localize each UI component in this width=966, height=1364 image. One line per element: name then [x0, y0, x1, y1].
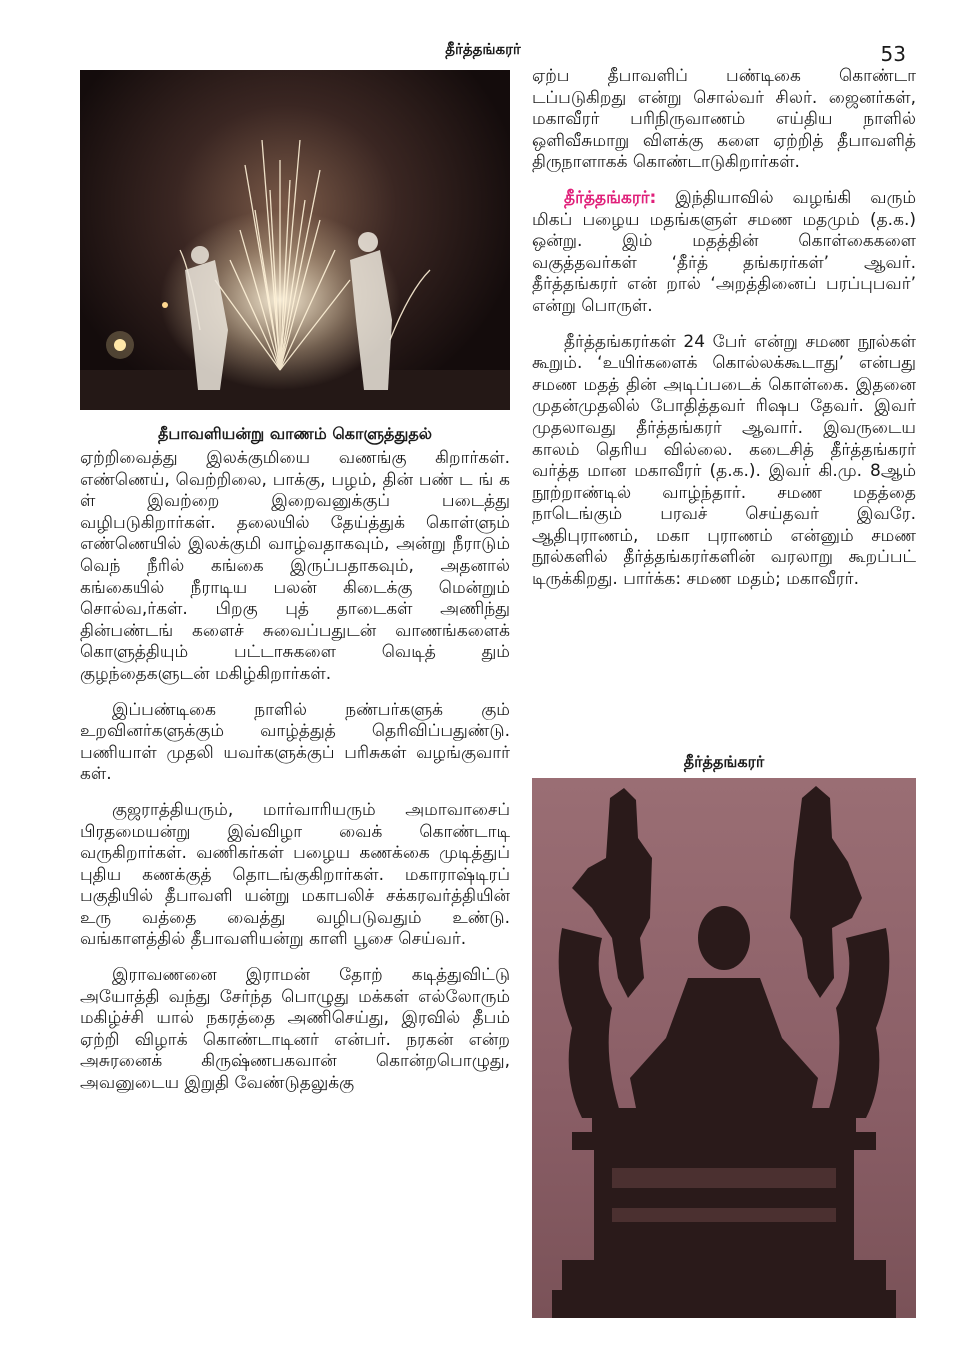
statue-caption: தீர்த்தங்கரர் [683, 752, 765, 771]
section-body: இந்தியாவில் வழங்கி வரும் மிகப் பழைய மதங்களுள் சமண மதமும் (த.க.) ஒன்று. இம் மதத்தின் கொள்கைகளை வகுத்தவர்கள் ‘தீர்த் தங்கரர்கள்’ ஆவர். தீர்த்தங்கரர் என் றால் ‘அறத்தினைப் பரப்புபவர்’ என்று பொருள். [532, 187, 916, 316]
right-text-column [532, 66, 916, 605]
right-paragraph: தீர்த்தங்கரர்கள் 24 பேர் என்று சமண நூல்கள் கூறும். ‘உயிர்களைக் கொல்லக்கூடாது’ என்பது சமண மதத் தின் அடிப்படைக் கொள்கை. இதனை முதன்முதலில் போதித்தவர் ரிஷப தேவர். இவர் முதலாவது தீர்த்தங்கரர் ஆவார். இவருடைய காலம் தெரிய வில்லை. கடைசித் தீர்த்தங்கரர் வர்த்த மான மகாவீரர் (த.க.). இவர் கி.மு. 8ஆம் நூற்றாண்டில் வாழ்ந்தார். சமண மதத்தை நாடெங்கும் பரவச் செய்தவர் இவரே. ஆதிபுராணம், மகா புராணம் என்னும் சமண நூல்களில் தீர்த்தங்கரர்களின் வரலாறு கூறப்பட் டிருக்கிறது. பார்க்க: சமண மதம்; மகாவீரர். [532, 331, 916, 590]
left-text-column [80, 448, 510, 1109]
section-heading: தீர்த்தங்கரர்: [564, 187, 657, 208]
right-paragraph: ஏற்ப தீபாவளிப் பண்டிகை கொண்டா டப்படுகிறது என்று சொல்வர் சிலர். ஜைனர்கள், மகாவீரர் பரிநிருவாணம் எய்திய நாளில் ஒளிவீசுமாறு விளக்கு களை ஏற்றித் தீபாவளித் திருநாளாகக் கொண்டாடுகிறார்கள். [532, 66, 916, 173]
right-paragraph-with-heading [532, 188, 916, 318]
left-paragraph: இப்பண்டிகை நாளில் நண்பர்களுக் கும் உறவினர்களுக்கும் வாழ்த்துத் தெரிவிப்பதுண்டு. பணியாள் முதலி யவர்களுக்குப் பரிசுகள் வழங்குவார் கள். [80, 699, 510, 785]
running-header: தீர்த்தங்கரர் [445, 40, 521, 58]
tirthankara-statue-photo [532, 778, 916, 1318]
fireworks-illustration [80, 70, 510, 410]
left-paragraph: ஏற்றிவைத்து இலக்குமியை வணங்கு கிறார்கள். எண்ணெய், வெற்றிலை, பாக்கு, பழம், தின் பண் ட ங் க ள் இவற்றை இறைவனுக்குப் படைத்து வழிபடுகிறார்கள். தலையில் தேய்த்துக் கொள்ளும் எண்ணெயில் இலக்குமி வாழ்வதாகவும், அன்று நீராடும் வெந் நீரில் கங்கை இருப்பதாகவும், அதனால் கங்கையில் நீராடிய பலன் கிடைக்கு மென்றும் சொல்வ,ர்கள். பிறகு புத் தாடைகள் அணிந்து தின்பண்டங் களைச் சுவைப்பதுடன் வாணங்களைக் கொளுத்தியும் பட்டாசுகளை வெடித் தும் குழந்தைகளுடன் மகிழ்கிறார்கள். [80, 448, 510, 684]
fireworks-photo [80, 70, 510, 410]
page-number: 53 [880, 42, 906, 66]
statue-illustration [532, 778, 916, 1318]
left-paragraph: இராவணனை இராமன் தோற் கடித்துவிட்டு அயோத்தி வந்து சேர்ந்த பொழுது மக்கள் எல்லோரும் மகிழ்ச்சி யால் நகரத்தை அணிசெய்து, இரவில் தீபம் ஏற்றி விழாக் கொண்டாடினர் என்பர். நரகன் என்ற அசுரனைக் கிருஷ்ணபகவான் கொன்றபொழுது, அவனுடைய இறுதி வேண்டுதலுக்கு [80, 965, 510, 1094]
left-paragraph: குஜராத்தியரும், மார்வாரியரும் அமாவாசைப் பிரதமையன்று இவ்விழா வைக் கொண்டாடி வருகிறார்கள். வணிகர்கள் பழைய கணக்கை முடித்துப் புதிய கணக்குத் தொடங்குகிறார்கள். மகாராஷ்டிரப் பகுதியில் தீபாவளி யன்று மகாபலிச் சக்கரவர்த்தியின் உரு வத்தை வைத்து வழிபடுவதும் உண்டு. வங்காளத்தில் தீபாவளியன்று காளி பூசை செய்வர். [80, 799, 510, 950]
fireworks-caption: தீபாவளியன்று வாணம் கொளுத்துதல் [157, 424, 433, 443]
